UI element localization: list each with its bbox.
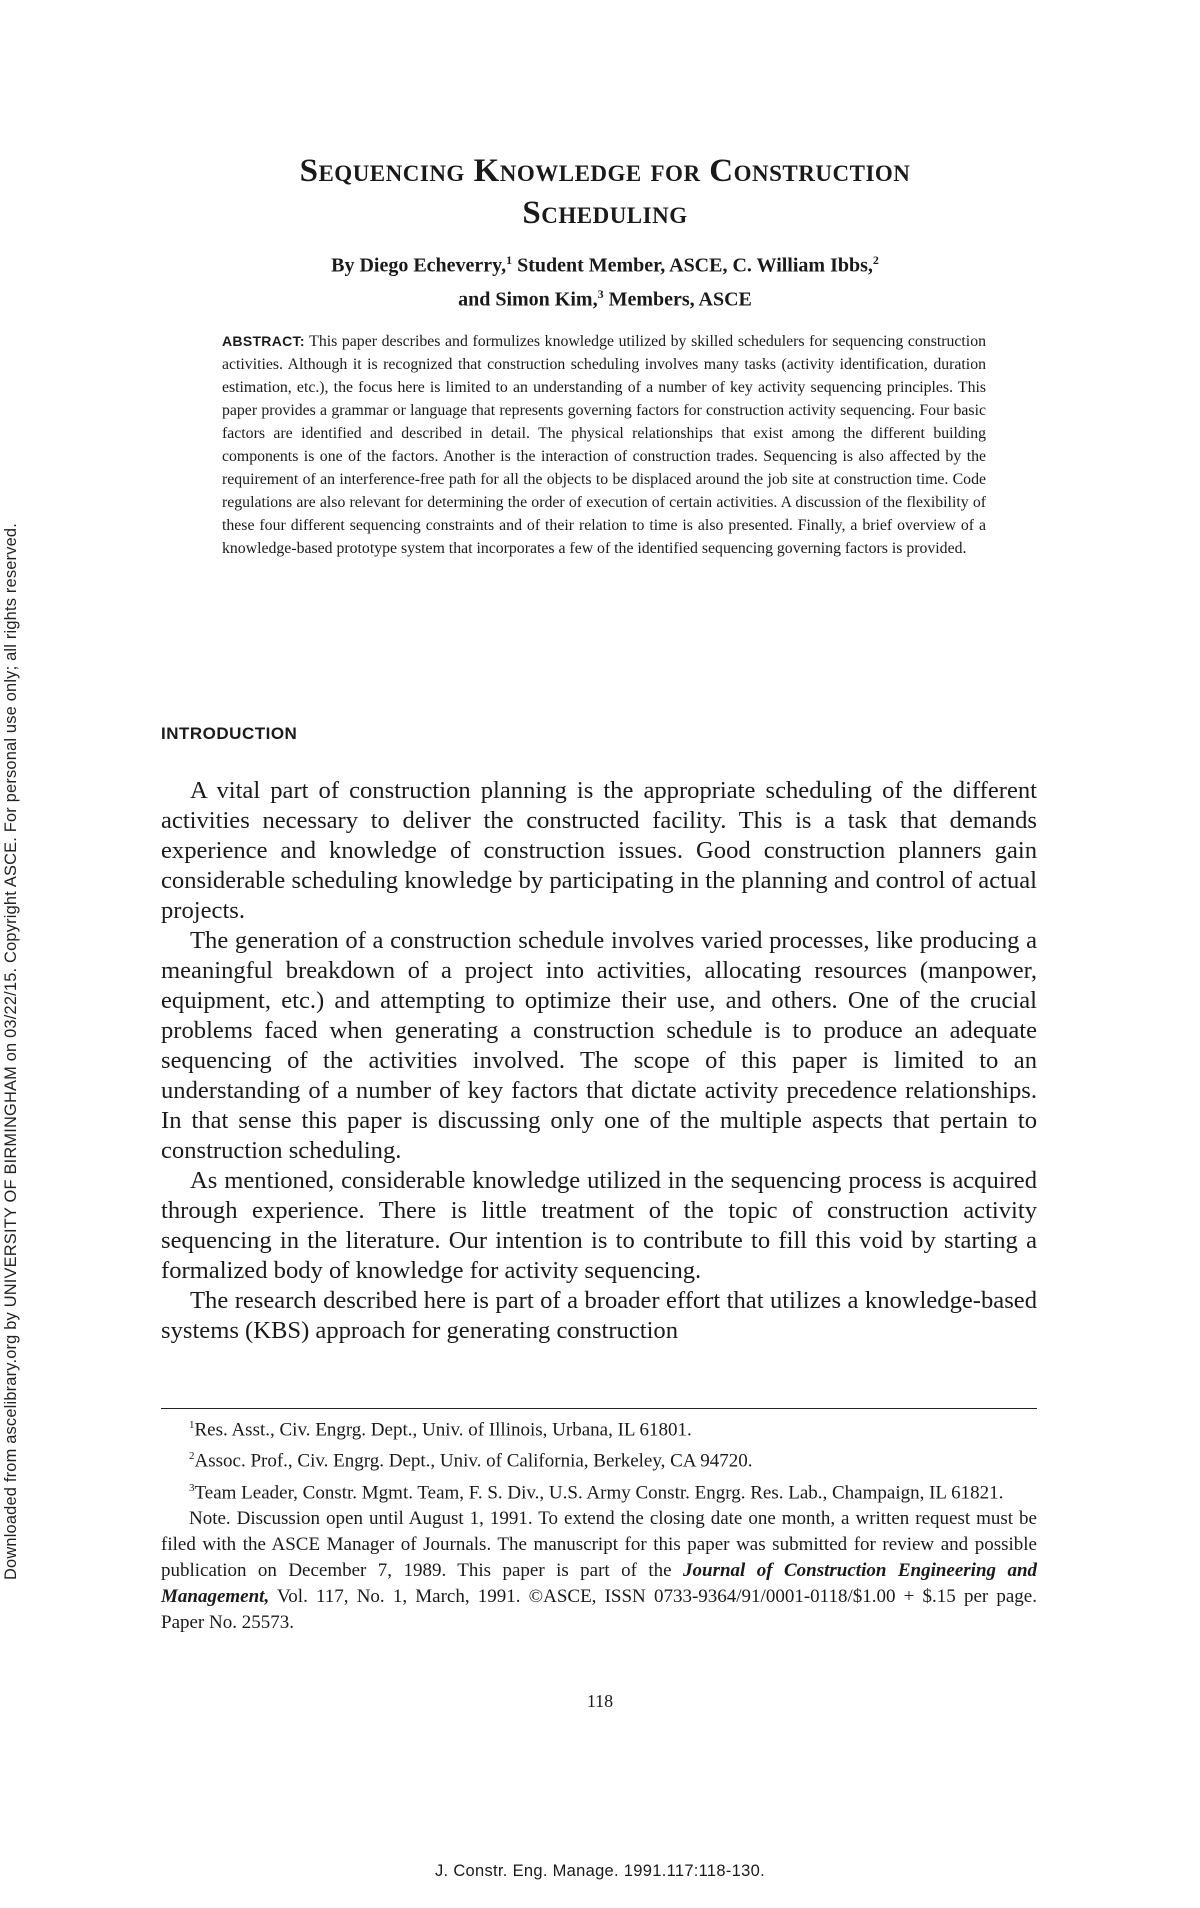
footnote-3 [161, 1475, 1037, 1506]
note-text-start: Note. Discussion open until August 1, 1991. To extend the closing date one month, a written request must be filed with the ASCE Manager of Journals. The manuscript for this paper was submitted for review and possible publication on December 7, 1989. This paper is part of the [161, 1507, 1037, 1581]
paragraph: As mentioned, considerable knowledge utilized in the sequencing process is acquired through experience. There is little treatment of the topic of construction activity sequencing in the literature. Our intention is to contribute to fill this void by starting a formalized body of knowledge for activity sequencing. [161, 1167, 1037, 1284]
footnote-1 [161, 1412, 1037, 1443]
discussion-note [161, 1506, 1037, 1636]
abstract-text: This paper describes and formulizes knowledge utilized by skilled schedulers for sequencing construction activities. Although it is recognized that construction scheduling involves many tasks (activity identification, duration estimation, etc.), the focus here is limited to an understanding of a number of key activity sequencing principles. This paper provides a grammar or language that represents governing factors for construction activity sequencing. Four basic factors are identified and described in detail. The physical relationships that exist among the different building components is one of the factors. Another is the interaction of construction trades. Sequencing is also affected by the requirement of an interference-free path for all the objects to be displaced around the job site at construction time. Code regulations are also relevant for determining the order of execution of certain activities. A discussion of the flexibility of these four different sequencing constraints and of their relation to time is also presented. Finally, a brief overview of a knowledge-based prototype system that incorporates a few of the identified sequencing governing factors is provided. [222, 333, 986, 557]
citation-footer: J. Constr. Eng. Manage. 1991.117:118-130. [435, 1862, 765, 1880]
section-heading-introduction: INTRODUCTION [161, 724, 298, 743]
author-1: Diego Echeverry, [359, 254, 507, 277]
footnotes [161, 1412, 1037, 1636]
footnote-1-text: Res. Asst., Civ. Engrg. Dept., Univ. of Illinois, Urbana, IL 61801. [194, 1419, 692, 1441]
paragraph: The generation of a construction schedule involves varied processes, like producing a meaningful breakdown of a project into activities, allocating resources (manpower, equipment, etc.) and attempting to optimize their use, and others. One of the crucial problems faced when generating a construction schedule is to produce an adequate sequencing of the activities involved. The scope of this paper is limited to an understanding of a number of key factors that dictate activity precedence relationships. In that sense this paper is discussing only one of the multiple aspects that pertain to construction scheduling. [161, 927, 1037, 1164]
journal-name: Journal of Construction Engineering and Management, [161, 1559, 1038, 1607]
author-2: C. William Ibbs, [732, 254, 873, 277]
paper-title [180, 150, 1030, 234]
byline-line-1 [180, 246, 1030, 280]
body-text [161, 776, 1037, 1346]
authors-role: Members, ASCE [608, 288, 752, 311]
paragraph: A vital part of construction planning is the appropriate scheduling of the different activities necessary to deliver the constructed facility. This is a task that demands experience and knowledge of construction issues. Good construction planners gain considerable scheduling knowledge by participating in the planning and control of actual projects. [161, 777, 1037, 924]
paragraph: The research described here is part of a broader effort that utilizes a knowledge-based systems (KBS) approach for generating construction [161, 1287, 1037, 1344]
author-1-mark: 1 [506, 253, 513, 267]
author-1-role: Student Member, ASCE, [517, 254, 728, 277]
footnote-3-mark: 3 [189, 1481, 195, 1494]
byline-prefix: By [331, 254, 355, 277]
footnote-2 [161, 1443, 1037, 1474]
author-3-mark: 3 [597, 286, 604, 301]
footnote-1-mark: 1 [189, 1419, 195, 1431]
footnote-3-text: Team Leader, Constr. Mgmt. Team, F. S. Div., U.S. Army Constr. Engrg. Res. Lab., Champaign, IL 61821. [194, 1481, 1004, 1503]
byline-line-2 [180, 280, 1030, 314]
abstract [222, 330, 986, 560]
page-number: 118 [586, 1691, 614, 1711]
title-line-2: Scheduling [522, 195, 688, 231]
footnote-divider [161, 1408, 1037, 1409]
abstract-label: ABSTRACT: [222, 333, 305, 349]
author-byline [180, 246, 1030, 313]
footnote-2-mark: 2 [189, 1450, 195, 1463]
download-copyright-stamp: Downloaded from ascelibrary.org by UNIVERSITY OF BIRMINGHAM on 03/22/15. Copyright ASCE. For personal use only; all rights reserved. [2, 523, 20, 1580]
author-3: and Simon Kim, [458, 288, 598, 311]
note-text-end: Vol. 117, No. 1, March, 1991. ©ASCE, ISSN 0733-9364/91/0001-0118/$1.00 + $.15 per page. Paper No. 25573. [161, 1585, 1037, 1633]
title-line-1: Sequencing Knowledge for Construction [299, 153, 911, 189]
author-2-mark: 2 [872, 253, 879, 267]
footnote-2-text: Assoc. Prof., Civ. Engrg. Dept., Univ. of California, Berkeley, CA 94720. [194, 1450, 753, 1472]
